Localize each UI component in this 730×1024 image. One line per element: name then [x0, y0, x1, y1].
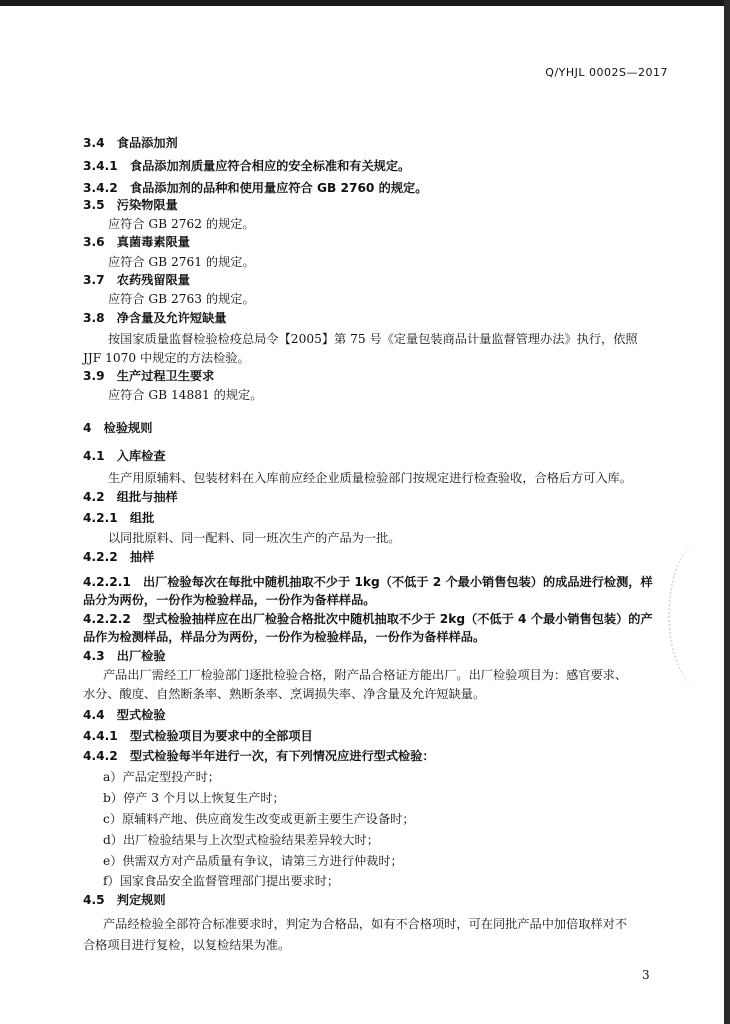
clause-text: 4.2.2.2 型式检验抽样应在出厂检验合格批次中随机抽取不少于 2kg（不低于 4 个最小销售包装）的产	[83, 612, 653, 626]
section-heading: 3.9 生产过程卫生要求	[83, 369, 215, 383]
paragraph-line: 按国家质量监督检验检疫总局令【2005】第 75 号《定量包装商品计量监督管理办法》执行，依照	[108, 332, 638, 346]
clause-text: 4.4.2 型式检验每半年进行一次，有下列情况应进行型式检验：	[83, 749, 435, 763]
paragraph-line: 应符合 GB 2763 的规定。	[108, 292, 255, 306]
page-number: 3	[642, 968, 650, 982]
clause-text: 3.4.1 食品添加剂质量应符合相应的安全标准和有关规定。	[83, 159, 411, 173]
section-heading: 4.2 组批与抽样	[83, 490, 178, 504]
section-heading: 4.1 入库检查	[83, 449, 166, 463]
list-item: e）供需双方对产品质量有争议，请第三方进行仲裁时；	[103, 854, 403, 868]
clause-text: 3.4.2 食品添加剂的品种和使用量应符合 GB 2760 的规定。	[83, 181, 428, 195]
clause-text: 品作为检测样品，样品分为两份，一份作为检验样品，一份作为备样样品。	[83, 630, 486, 644]
chapter-heading: 4 检验规则	[83, 421, 153, 435]
section-heading: 4.5 判定规则	[83, 893, 166, 907]
section-heading: 3.8 净含量及允许短缺量	[83, 311, 227, 325]
paragraph-line: JJF 1070 中规定的方法检验。	[83, 351, 250, 365]
list-item: a）产品定型投产时；	[103, 770, 220, 784]
section-heading: 3.5 污染物限量	[83, 198, 178, 212]
section-heading: 4.3 出厂检验	[83, 649, 166, 663]
section-heading: 3.6 真菌毒素限量	[83, 235, 190, 249]
scan-border-right	[724, 0, 730, 1024]
list-item: c）原辅料产地、供应商发生改变或更新主要生产设备时；	[103, 812, 415, 826]
section-heading: 4.2.2 抽样	[83, 550, 155, 564]
paragraph-line: 应符合 GB 14881 的规定。	[108, 388, 263, 402]
list-item: b）停产 3 个月以上恢复生产时；	[103, 791, 285, 805]
section-heading: 3.7 农药残留限量	[83, 273, 190, 287]
list-item: d）出厂检验结果与上次型式检验结果差异较大时；	[103, 833, 379, 847]
clause-text: 品分为两份，一份作为检验样品，一份作为备样样品。	[83, 593, 376, 607]
paragraph-line: 产品出厂需经工厂检验部门逐批检验合格，附产品合格证方能出厂。出厂检验项目为：感官要求、	[103, 668, 628, 682]
scan-border-top	[0, 0, 730, 6]
list-item: f）国家食品安全监督管理部门提出要求时；	[103, 874, 340, 888]
paragraph-line: 水分、酸度、自然断条率、熟断条率、烹调损失率、净含量及允许短缺量。	[83, 687, 486, 701]
paragraph-line: 应符合 GB 2761 的规定。	[108, 255, 255, 269]
paragraph-line: 合格项目进行复检，以复检结果为准。	[83, 938, 291, 952]
paragraph-line: 以同批原料、同一配料、同一班次生产的产品为一批。	[108, 531, 401, 545]
section-heading: 3.4 食品添加剂	[83, 136, 178, 150]
paragraph-line: 应符合 GB 2762 的规定。	[108, 217, 255, 231]
paragraph-line: 生产用原辅料、包装材料在入库前应经企业质量检验部门按规定进行检查验收，合格后方可入库。	[108, 471, 633, 485]
section-heading: 4.2.1 组批	[83, 511, 155, 525]
document-code: Q/YHJL 0002S—2017	[545, 66, 668, 79]
clause-text: 4.4.1 型式检验项目为要求中的全部项目	[83, 729, 313, 743]
paragraph-line: 产品经检验全部符合标准要求时，判定为合格品，如有不合格项时，可在同批产品中加倍取样对不	[103, 917, 628, 931]
section-heading: 4.4 型式检验	[83, 708, 166, 722]
clause-text: 4.2.2.1 出厂检验每次在每批中随机抽取不少于 1kg（不低于 2 个最小销售包装）的成品进行检测，样	[83, 575, 653, 589]
seal-stamp-partial	[668, 540, 730, 690]
